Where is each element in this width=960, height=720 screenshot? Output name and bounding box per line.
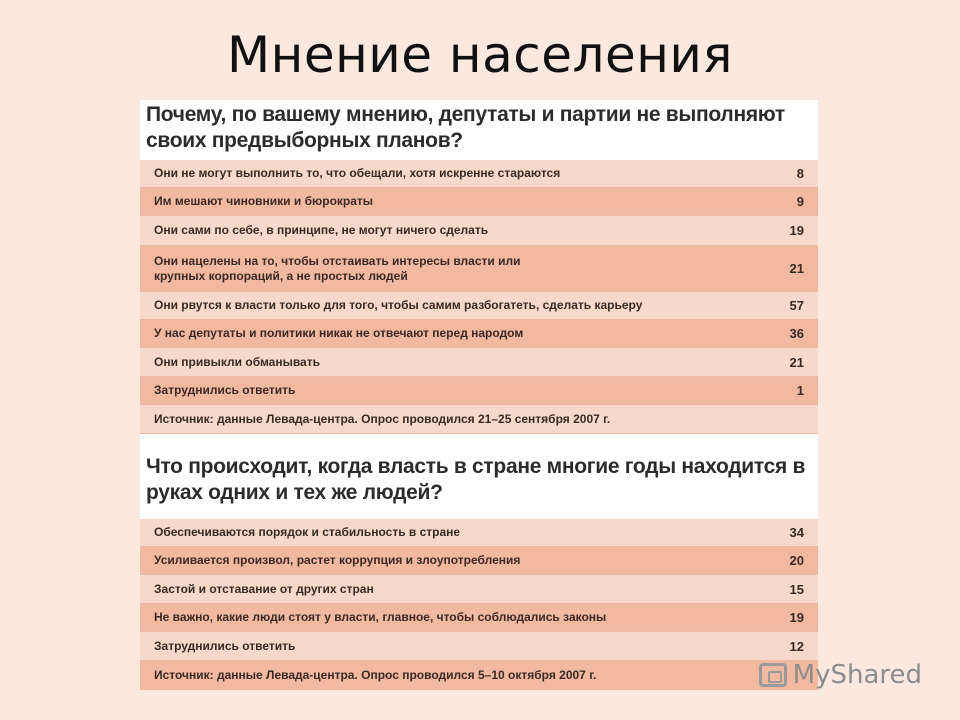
row-label: Затруднились ответить xyxy=(154,383,296,397)
row-label: Обеспечиваются порядок и стабильность в стране xyxy=(154,525,461,539)
table-row xyxy=(140,246,818,292)
table-row xyxy=(140,632,818,661)
row-value: 34 xyxy=(789,525,804,540)
source-note xyxy=(140,405,818,434)
table-row xyxy=(140,604,818,632)
table-row xyxy=(140,519,818,547)
row-label: Они привыкли обманывать xyxy=(154,354,320,369)
row-label: Они нацелены на то, чтобы отстаивать интересы власти или крупных корпораций, а не простых людей xyxy=(154,253,521,283)
presentation-icon xyxy=(759,663,787,687)
row-value: 21 xyxy=(789,354,804,370)
table-row xyxy=(140,320,818,348)
source-text: Источник: данные Левада-центра. Опрос проводился 21–25 сентября 2007 г. xyxy=(154,411,611,426)
row-value: 15 xyxy=(789,581,804,597)
row-value: 19 xyxy=(789,610,804,625)
table-row xyxy=(140,160,818,188)
source-note xyxy=(140,661,818,690)
poll-table xyxy=(140,100,818,688)
row-value: 36 xyxy=(789,326,804,341)
row-value: 12 xyxy=(789,638,804,654)
table-row xyxy=(140,547,818,575)
row-label: Не важно, какие люди стоят у власти, главное, чтобы соблюдались законы xyxy=(154,610,607,624)
row-label: Усиливается произвол, растет коррупция и злоупотребления xyxy=(154,553,521,567)
table-row xyxy=(140,348,818,377)
source-text: Источник: данные Левада-центра. Опрос проводился 5–10 октября 2007 г. xyxy=(154,668,597,682)
row-label: Они не могут выполнить то, что обещали, хотя искренне стараются xyxy=(154,166,561,180)
table-row xyxy=(140,575,818,604)
row-value: 21 xyxy=(789,261,804,276)
row-label: Они сами по себе, в принципе, не могут ничего сделать xyxy=(154,223,489,237)
row-value: 20 xyxy=(789,553,804,568)
table-row xyxy=(140,216,818,246)
row-value: 57 xyxy=(789,298,804,313)
row-label: Застой и отставание от других стран xyxy=(154,581,374,596)
table-row xyxy=(140,292,818,320)
table-row xyxy=(140,377,818,405)
watermark-logo xyxy=(759,660,922,690)
slide-title: Мнение населения xyxy=(227,26,733,84)
row-label: Затруднились ответить xyxy=(154,638,296,653)
row-value: 9 xyxy=(796,194,804,209)
table-row xyxy=(140,188,818,216)
watermark-text: MyShared xyxy=(792,660,922,690)
row-value: 19 xyxy=(789,223,804,238)
row-value: 1 xyxy=(796,383,804,398)
row-label: Они рвутся к власти только для того, чтобы самим разбогатеть, сделать карьеру xyxy=(154,298,643,312)
row-value: 8 xyxy=(796,166,804,181)
row-label: Им мешают чиновники и бюрократы xyxy=(154,194,374,208)
poll1-question: Почему, по вашему мнению, депутаты и партии не выполняют своих предвыборных планов? xyxy=(140,100,818,160)
row-label: У нас депутаты и политики никак не отвечают перед народом xyxy=(154,326,524,340)
poll2-question: Что происходит, когда власть в стране многие годы находится в руках одних и тех же людей? xyxy=(140,434,818,519)
